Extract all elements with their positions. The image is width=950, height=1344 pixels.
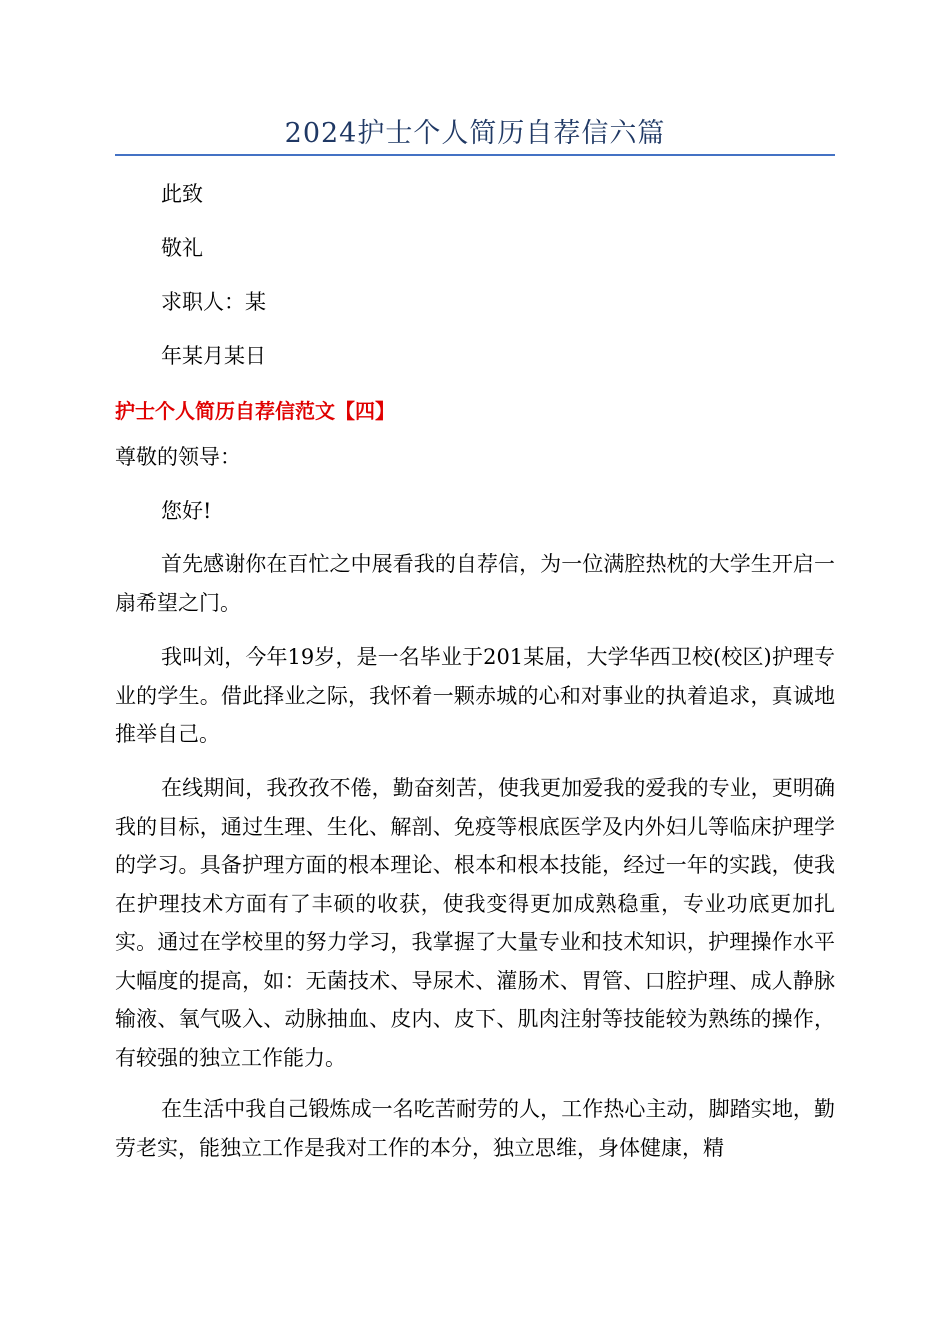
- greeting: 您好!: [161, 499, 212, 523]
- title-underline: [115, 154, 835, 156]
- paragraph-4: 在生活中我自己锻炼成一名吃苦耐劳的人，工作热心主动，脚踏实地，勤劳老实，能独立工作是我对工作的本分，独立思维，身体健康，精: [115, 1097, 835, 1160]
- closing-line-1: 此致: [161, 182, 203, 206]
- paragraph-3: 在线期间，我孜孜不倦，勤奋刻苦，使我更加爱我的爱我的专业，更明确我的目标，通过生理、生化、解剖、免疫等根底医学及内外妇儿等临床护理学的学习。具备护理方面的根本理论、根本和根本技能，经过一年的实践，使我在护理技术方面有了丰硕的收获，使我变得更加成熟稳重，专业功底更加扎实。通过在学校里的努力学习，我掌握了大量专业和技术知识，护理操作水平大幅度的提高，如：无菌技术、导尿术、灌肠术、胃管、口腔护理、成人静脉输液、氧气吸入、动脉抽血、皮内、皮下、肌肉注射等技能较为熟练的操作，有较强的独立工作能力。: [115, 776, 835, 1070]
- closing-line-2: 敬礼: [161, 236, 203, 260]
- closing-signer: 求职人：某: [161, 290, 266, 314]
- document-title: 2024护士个人简历自荐信六篇: [284, 118, 666, 149]
- salutation: 尊敬的领导：: [115, 445, 241, 469]
- paragraph-1: 首先感谢你在百忙之中展看我的自荐信，为一位满腔热枕的大学生开启一扇希望之门。: [115, 552, 835, 615]
- closing-date: 年某月某日: [161, 344, 266, 368]
- section-heading: 护士个人简历自荐信范文【四】: [115, 399, 395, 423]
- paragraph-2: 我叫刘，今年19岁，是一名毕业于201某届，大学华西卫校(校区)护理专业的学生。借此择业之际，我怀着一颗赤城的心和对事业的执着追求，真诚地推举自己。: [115, 645, 835, 746]
